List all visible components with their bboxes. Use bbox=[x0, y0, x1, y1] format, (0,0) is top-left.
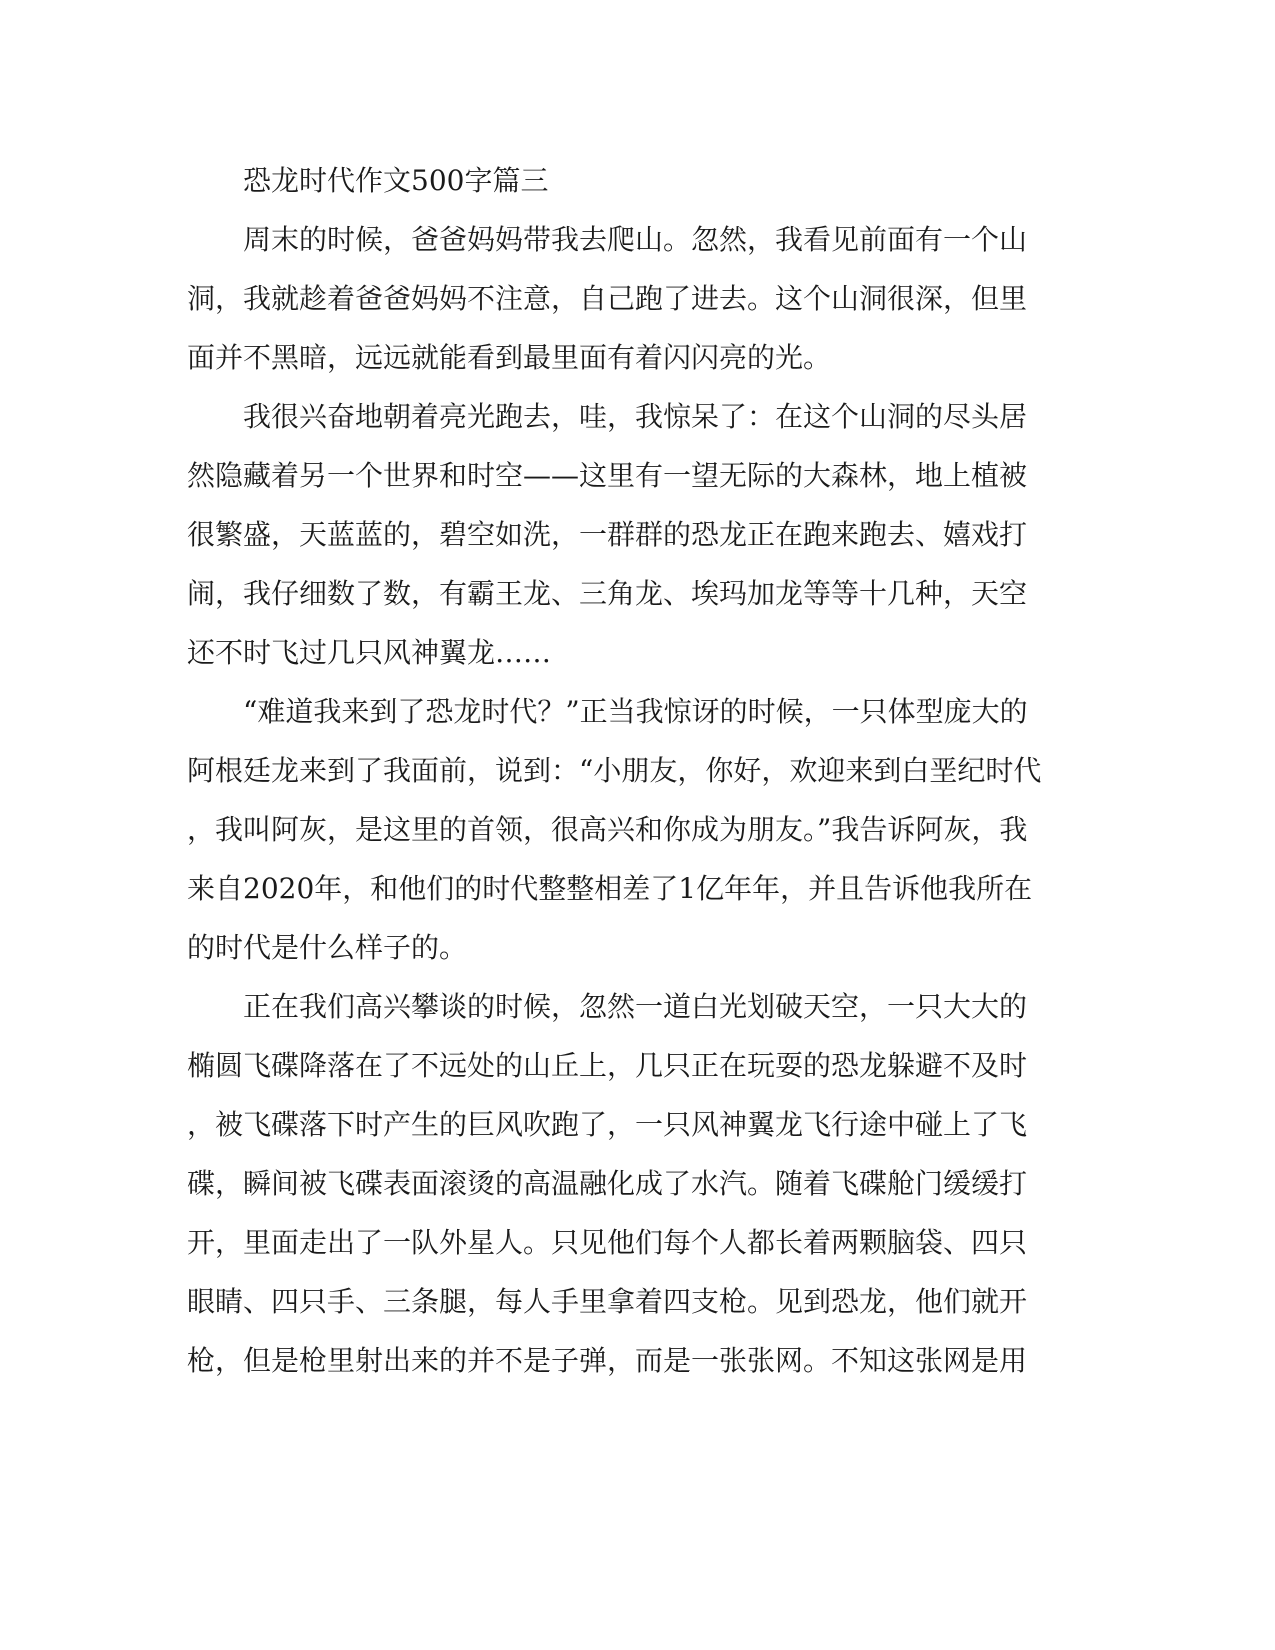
paragraph-1-line-3: 面并不黑暗，远远就能看到最里面有着闪闪亮的光。 bbox=[187, 341, 832, 374]
paragraph-3-line-4: 来自2020年，和他们的时代整整相差了1亿年年，并且告诉他我所在 bbox=[187, 872, 1033, 905]
paragraph-3-line-2: 阿根廷龙来到了我面前，说到：“小朋友，你好，欢迎来到白垩纪时代 bbox=[187, 754, 1042, 787]
paragraph-3-line-1: “难道我来到了恐龙时代？”正当我惊讶的时候，一只体型庞大的 bbox=[187, 695, 1028, 728]
paragraph-4-line-7: 枪，但是枪里射出来的并不是子弹，而是一张张网。不知这张网是用 bbox=[187, 1344, 1028, 1377]
paragraph-4-line-4: 碟，瞬间被飞碟表面滚烫的高温融化成了水汽。随着飞碟舱门缓缓打 bbox=[187, 1167, 1028, 1200]
paragraph-2-line-4: 闹，我仔细数了数，有霸王龙、三角龙、埃玛加龙等等十几种，天空 bbox=[187, 577, 1028, 610]
paragraph-2-line-3: 很繁盛，天蓝蓝的，碧空如洗，一群群的恐龙正在跑来跑去、嬉戏打 bbox=[187, 518, 1028, 551]
paragraph-4-line-5: 开，里面走出了一队外星人。只见他们每个人都长着两颗脑袋、四只 bbox=[187, 1226, 1028, 1259]
paragraph-4-line-2: 椭圆飞碟降落在了不远处的山丘上，几只正在玩耍的恐龙躲避不及时 bbox=[187, 1049, 1028, 1082]
paragraph-2-line-2: 然隐藏着另一个世界和时空——这里有一望无际的大森林，地上植被 bbox=[187, 459, 1028, 492]
paragraph-4-line-6: 眼睛、四只手、三条腿，每人手里拿着四支枪。见到恐龙，他们就开 bbox=[187, 1285, 1028, 1318]
paragraph-1-line-2: 洞，我就趁着爸爸妈妈不注意，自己跑了进去。这个山洞很深，但里 bbox=[187, 282, 1028, 315]
paragraph-2-line-1: 我很兴奋地朝着亮光跑去，哇，我惊呆了：在这个山洞的尽头居 bbox=[187, 400, 1028, 433]
paragraph-1-line-1: 周末的时候，爸爸妈妈带我去爬山。忽然，我看见前面有一个山 bbox=[187, 223, 1028, 256]
paragraph-3-line-5: 的时代是什么样子的。 bbox=[187, 931, 468, 964]
paragraph-4-line-3: ，被飞碟落下时产生的巨风吹跑了，一只风神翼龙飞行途中碰上了飞 bbox=[187, 1108, 1028, 1141]
paragraph-2-line-5: 还不时飞过几只风神翼龙…… bbox=[187, 636, 552, 669]
paragraph-4-line-1: 正在我们高兴攀谈的时候，忽然一道白光划破天空，一只大大的 bbox=[187, 990, 1028, 1023]
paragraph-3-line-3: ，我叫阿灰，是这里的首领，很高兴和你成为朋友。”我告诉阿灰，我 bbox=[187, 813, 1028, 846]
essay-title: 恐龙时代作文500字篇三 bbox=[187, 164, 549, 197]
